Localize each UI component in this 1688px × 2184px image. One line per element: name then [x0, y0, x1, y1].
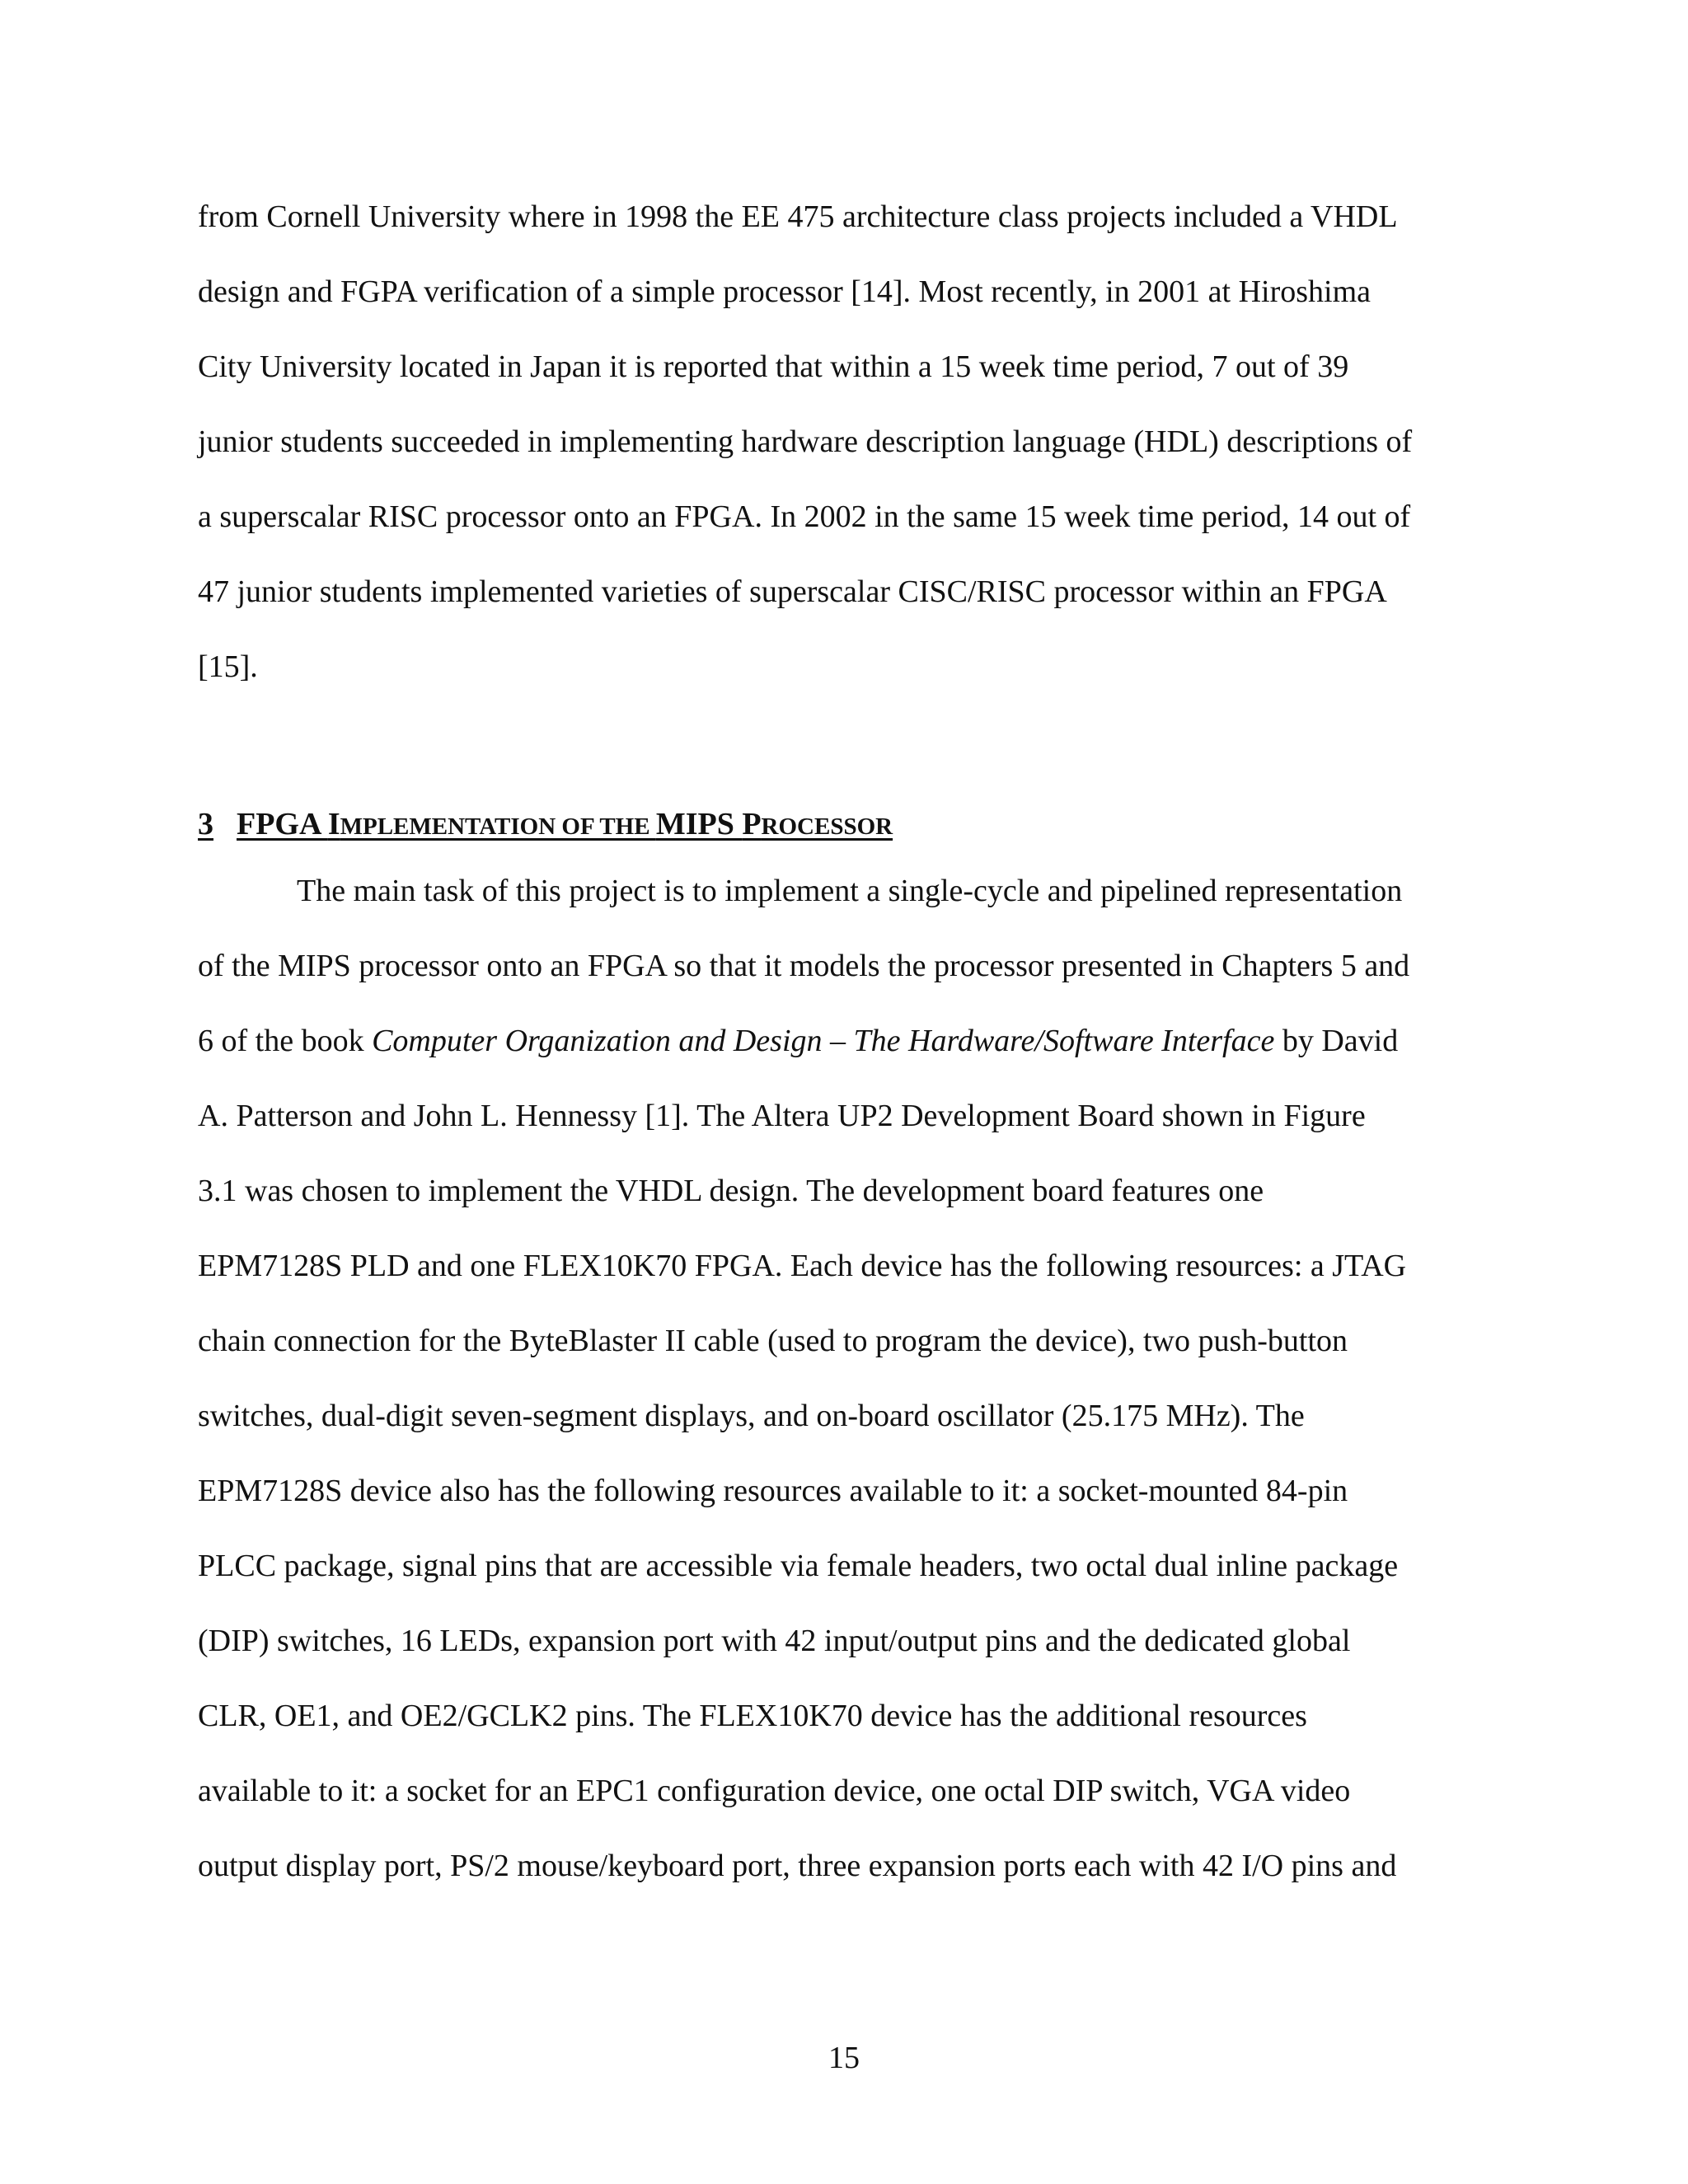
section-title-part: MPLEMENTATION OF THE — [340, 813, 656, 840]
text-segment: 6 of the book — [198, 1024, 373, 1058]
text-line: EPM7128S PLD and one FLEX10K70 FPGA. Each device has the following resources: a JTAG — [198, 1249, 1407, 1283]
text-line: PLCC package, signal pins that are accessible via female headers, two octal dual inline package — [198, 1549, 1399, 1583]
section-title-part: MIPS — [655, 807, 743, 841]
text-line: a superscalar RISC processor onto an FPGA. In 2002 in the same 15 week time period, 14 out of — [198, 499, 1411, 534]
text-line: CLR, OE1, and OE2/GCLK2 pins. The FLEX10K70 device has the additional resources — [198, 1699, 1307, 1733]
text-line: 47 junior students implemented varieties of superscalar CISC/RISC processor within an FPGA — [198, 574, 1387, 609]
text-line: The main task of this project is to implement a single-cycle and pipelined representation — [297, 874, 1403, 908]
text-line: EPM7128S device also has the following resources available to it: a socket-mounted 84-pin — [198, 1474, 1348, 1508]
text-line: [15]. — [198, 649, 258, 684]
text-line: output display port, PS/2 mouse/keyboard port, three expansion ports each with 42 I/O pins and — [198, 1849, 1397, 1883]
section-title-part: ROCESSOR — [761, 813, 893, 840]
text-line: available to it: a socket for an EPC1 configuration device, one octal DIP switch, VGA video — [198, 1774, 1351, 1808]
text-segment: by David — [1274, 1024, 1399, 1058]
text-line: junior students succeeded in implementing hardware description language (HDL) descriptions of — [198, 424, 1413, 459]
text-line: chain connection for the ByteBlaster II cable (used to program the device), two push-button — [198, 1324, 1348, 1358]
text-line: 3.1 was chosen to implement the VHDL design. The development board features one — [198, 1174, 1264, 1208]
text-line: (DIP) switches, 16 LEDs, expansion port with 42 input/output pins and the dedicated global — [198, 1624, 1351, 1658]
page-number: 15 — [828, 2041, 860, 2075]
text-line: A. Patterson and John L. Hennessy [1]. The Altera UP2 Development Board shown in Figure — [198, 1099, 1366, 1133]
text-line: switches, dual-digit seven-segment displays, and on-board oscillator (25.175 MHz). The — [198, 1399, 1305, 1433]
text-line — [198, 1022, 1398, 1060]
text-line: City University located in Japan it is reported that within a 15 week time period, 7 out of 39 — [198, 349, 1349, 384]
section-title-part: I — [327, 807, 340, 841]
section-title-part: P — [742, 807, 762, 841]
text-line: of the MIPS processor onto an FPGA so that it models the processor presented in Chapters 5 and — [198, 949, 1410, 983]
text-line: design and FGPA verification of a simple processor [14]. Most recently, in 2001 at Hiroshima — [198, 274, 1371, 309]
text-line: from Cornell University where in 1998 the EE 475 architecture class projects included a VHDL — [198, 199, 1398, 234]
section-heading — [198, 806, 893, 842]
section-number: 3 — [198, 807, 213, 841]
book-title: Computer Organization and Design – The Hardware/Software Interface — [372, 1024, 1275, 1058]
section-title-part: FPGA — [237, 807, 328, 841]
